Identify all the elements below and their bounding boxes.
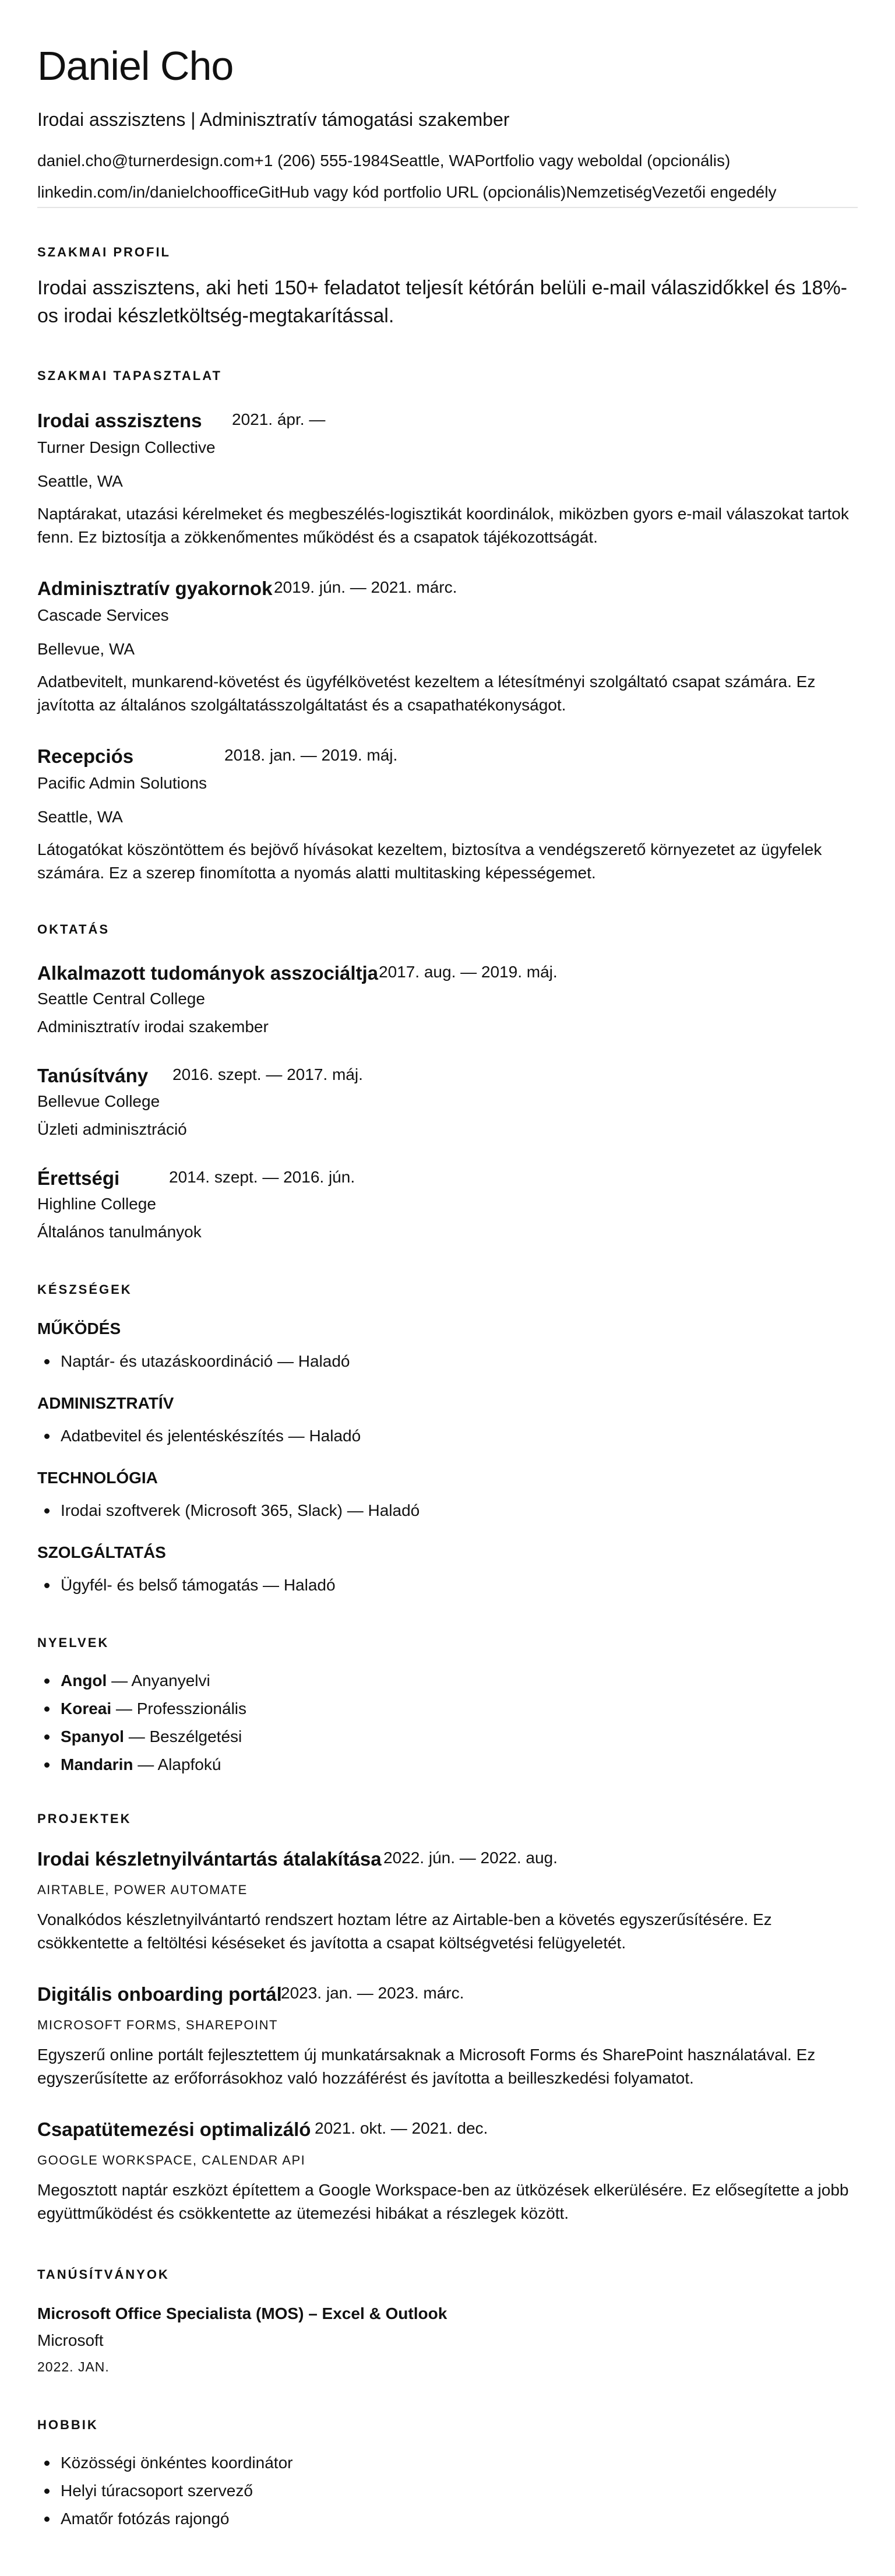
hobbies-heading: HOBBIK xyxy=(37,2417,98,2432)
candidate-name: Daniel Cho xyxy=(37,43,234,89)
certifications-heading: TANÚSÍTVÁNYOK xyxy=(37,2267,170,2282)
experience-description: Adatbevitelt, munkarend-követést és ügyfélkövetést kezeltem a létesítményi szolgáltató csapat számára. Ez javította az általános szolgáltatásszolgáltatást és a csapathatékonyságot. xyxy=(37,673,816,714)
project-description: Megosztott naptár eszközt építettem a Google Workspace-ben az ütközések elkerülésére. Ez elősegítette a jobb együttműködést és csökkentette az ütemezési hibákat a részlegek között. xyxy=(37,2181,849,2222)
project-tech: MICROSOFT FORMS, SHAREPOINT xyxy=(37,2018,278,2032)
experience-description: Naptárakat, utazási kérelmeket és megbeszélés-logisztikát koordinálok, miközben gyors e-mail válaszokat tartok fenn. Ez biztosítja a zökkenőmentes működést és a csapatok tájékozottságát. xyxy=(37,505,849,546)
skill-item: Irodai szoftverek (Microsoft 365, Slack) — Haladó xyxy=(37,1500,420,1521)
certification-issuer: Microsoft xyxy=(37,2331,104,2349)
project-tech: AIRTABLE, POWER AUTOMATE xyxy=(37,1882,248,1897)
project-description: Egyszerű online portált fejlesztettem új munkatársaknak a Microsoft Forms és SharePoint használatával. Ez egyszerűsítette az erőforrásokhoz való hozzáférést és javította a beilleszkedési folyamatot. xyxy=(37,2046,816,2087)
language-level: — Anyanyelvi xyxy=(107,1671,210,1690)
language-item xyxy=(37,1754,221,1775)
experience-company: Turner Design Collective xyxy=(37,438,216,456)
experience-company: Pacific Admin Solutions xyxy=(37,774,207,792)
experience-location: Seattle, WA xyxy=(37,808,123,826)
experience-title: Adminisztratív gyakornok xyxy=(37,578,273,599)
language-name: Angol xyxy=(61,1671,107,1690)
hobby-item: Közösségi önkéntes koordinátor xyxy=(37,2452,293,2473)
skill-category: SZOLGÁLTATÁS xyxy=(37,1543,166,1561)
experience-heading: SZAKMAI TAPASZTALAT xyxy=(37,368,222,383)
hobby-item: Amatőr fotózás rajongó xyxy=(37,2508,230,2529)
project-title: Irodai készletnyilvántartás átalakítása xyxy=(37,1848,382,1870)
skill-category: ADMINISZTRATÍV xyxy=(37,1394,174,1412)
skill-category: MŰKÖDÉS xyxy=(37,1319,121,1338)
project-date: 2021. okt. — 2021. dec. xyxy=(315,2119,488,2137)
education-degree: Tanúsítvány xyxy=(37,1065,149,1086)
education-degree: Érettségi xyxy=(37,1167,120,1189)
candidate-title: Irodai asszisztens | Adminisztratív támogatási szakember xyxy=(37,109,510,130)
experience-company: Cascade Services xyxy=(37,606,169,624)
skills-heading: KÉSZSÉGEK xyxy=(37,1282,132,1297)
skill-category: TECHNOLÓGIA xyxy=(37,1469,158,1487)
language-level: — Alapfokú xyxy=(133,1755,221,1773)
skill-item: Ügyfél- és belső támogatás — Haladó xyxy=(37,1575,336,1596)
projects-heading: PROJEKTEK xyxy=(37,1811,132,1826)
hobby-item: Helyi túracsoport szervező xyxy=(37,2480,253,2501)
language-name: Koreai xyxy=(61,1699,112,1718)
skill-item: Naptár- és utazáskoordináció — Haladó xyxy=(37,1351,350,1372)
experience-location: Seattle, WA xyxy=(37,472,123,490)
experience-date: 2019. jún. — 2021. márc. xyxy=(274,578,457,596)
education-school: Highline College xyxy=(37,1195,156,1213)
education-field: Üzleti adminisztráció xyxy=(37,1120,187,1138)
project-title: Csapatütemezési optimalizáló xyxy=(37,2118,311,2140)
project-title: Digitális onboarding portál xyxy=(37,1983,282,2005)
language-item xyxy=(37,1726,242,1747)
project-description: Vonalkódos készletnyilvántartó rendszert hoztam létre az Airtable-ben a követés egyszerűsítésére. Ez csökkentette a feltöltési késéseket és javította a csapat költségvetési felügyeletét. xyxy=(37,1910,772,1952)
profile-heading: SZAKMAI PROFIL xyxy=(37,245,171,259)
certification-date: 2022. JAN. xyxy=(37,2359,110,2374)
skill-item: Adatbevitel és jelentéskészítés — Haladó xyxy=(37,1426,361,1447)
education-date: 2017. aug. — 2019. máj. xyxy=(379,963,558,981)
languages-heading: NYELVEK xyxy=(37,1635,110,1650)
education-field: Általános tanulmányok xyxy=(37,1223,202,1241)
project-date: 2022. jún. — 2022. aug. xyxy=(383,1849,558,1867)
experience-date: 2018. jan. — 2019. máj. xyxy=(224,746,398,764)
education-field: Adminisztratív irodai szakember xyxy=(37,1018,269,1036)
language-item xyxy=(37,1698,246,1719)
project-date: 2023. jan. — 2023. márc. xyxy=(281,1984,464,2002)
contact-line-primary: daniel.cho@turnerdesign.com+1 (206) 555-1984Seattle, WAPortfolio vagy weboldal (opcionális) xyxy=(37,152,731,170)
education-degree: Alkalmazott tudományok asszociáltja xyxy=(37,962,378,984)
education-school: Seattle Central College xyxy=(37,990,205,1008)
profile-summary: Irodai asszisztens, aki heti 150+ feladatot teljesít kétórán belüli e-mail válaszidőkkel és 18%-os irodai készletköltség-megtakarítással. xyxy=(37,277,847,327)
experience-title: Recepciós xyxy=(37,745,134,767)
experience-location: Bellevue, WA xyxy=(37,640,135,658)
header-divider xyxy=(37,207,858,208)
language-level: — Beszélgetési xyxy=(124,1727,242,1746)
education-heading: OKTATÁS xyxy=(37,922,110,937)
language-item xyxy=(37,1670,210,1691)
education-date: 2016. szept. — 2017. máj. xyxy=(172,1065,363,1083)
certification-name: Microsoft Office Specialista (MOS) – Excel & Outlook xyxy=(37,2304,448,2322)
education-school: Bellevue College xyxy=(37,1092,160,1110)
project-tech: GOOGLE WORKSPACE, CALENDAR API xyxy=(37,2153,306,2167)
contact-line-secondary: linkedin.com/in/danielchoofficeGitHub vagy kód portfolio URL (opcionális)NemzetiségVezetői engedély xyxy=(37,183,777,201)
language-level: — Professzionális xyxy=(111,1699,247,1718)
education-date: 2014. szept. — 2016. jún. xyxy=(169,1168,355,1186)
experience-title: Irodai asszisztens xyxy=(37,410,202,431)
experience-date: 2021. ápr. — xyxy=(232,410,326,428)
language-name: Spanyol xyxy=(61,1727,124,1746)
language-name: Mandarin xyxy=(61,1755,133,1773)
experience-description: Látogatókat köszöntöttem és bejövő hívásokat kezeltem, biztosítva a vendégszerető környezetet az ügyfelek számára. Ez a szerep finomította a nyomás alatti multitasking képességemet. xyxy=(37,840,822,882)
